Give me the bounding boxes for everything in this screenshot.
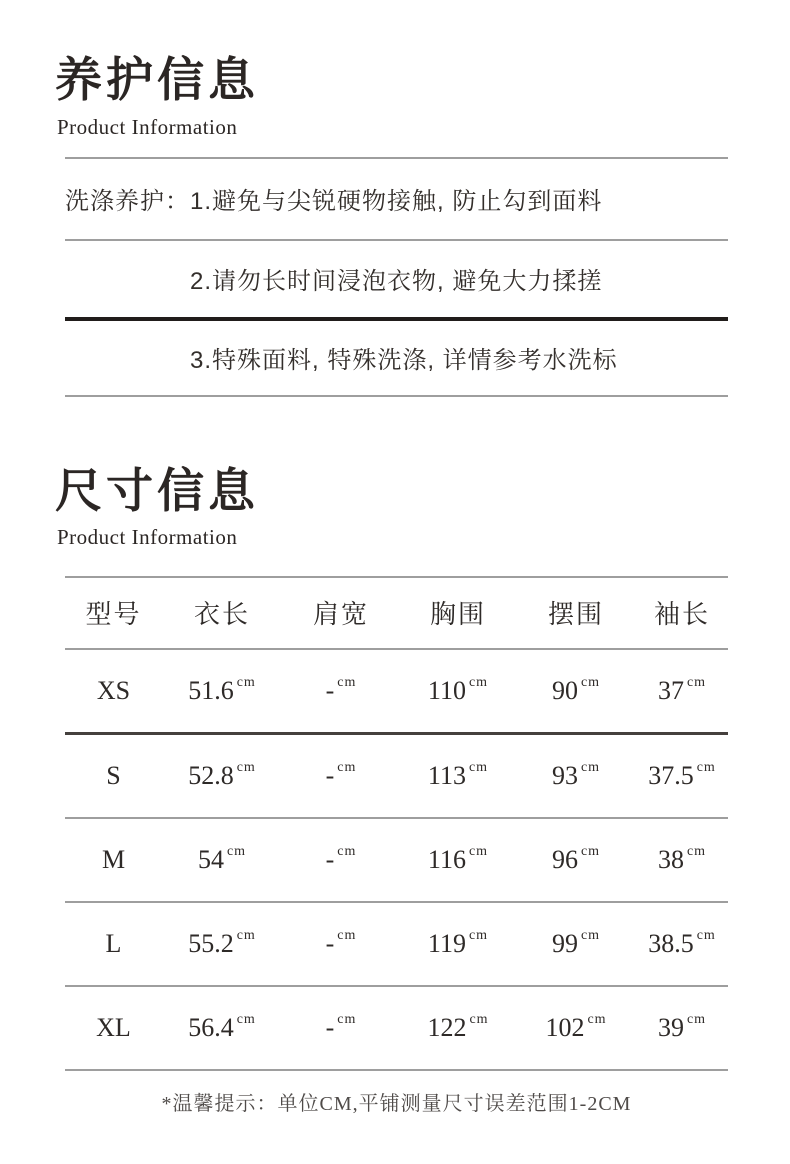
unit-label: cm xyxy=(236,759,256,775)
size-label: XS xyxy=(96,675,131,705)
care-row-2 xyxy=(65,241,728,317)
size-label: S xyxy=(106,760,121,790)
unit-label: cm xyxy=(580,843,601,859)
unit-label: cm xyxy=(469,1011,489,1027)
care-row-3 xyxy=(65,321,728,395)
size-label: XL xyxy=(96,1012,131,1042)
cell-value: - cm xyxy=(325,927,357,958)
size-row-xs xyxy=(65,650,728,732)
cell-value: 39 cm xyxy=(657,1011,707,1042)
size-label: M xyxy=(101,844,126,874)
unit-label: cm xyxy=(236,674,256,690)
cell-value: - cm xyxy=(325,843,357,874)
care-item-2: 2.请勿长时间浸泡衣物, 避免大力揉搓 xyxy=(190,268,603,296)
header-cell-sleeve: 袖长 xyxy=(653,600,710,630)
cell-value: 37.5 cm xyxy=(648,759,716,790)
size-row-m xyxy=(65,819,728,901)
cell-value: 122 cm xyxy=(427,1011,489,1042)
cell-value: 116 cm xyxy=(427,843,489,874)
unit-label: cm xyxy=(580,674,601,690)
cell-value: 38 cm xyxy=(657,843,707,874)
unit-label: cm xyxy=(468,843,489,859)
footnote-row xyxy=(65,1087,728,1116)
care-item-3: 3.特殊面料, 特殊洗涤, 详情参考水洗标 xyxy=(190,347,618,375)
cell-value: - cm xyxy=(325,674,357,705)
unit-label: cm xyxy=(696,759,716,775)
unit-label: cm xyxy=(337,1011,357,1027)
size-table-header-row xyxy=(65,578,728,648)
care-row-1 xyxy=(65,159,728,239)
size-section-subtitle: Product Information xyxy=(57,525,238,550)
size-section-title: 尺寸信息 xyxy=(55,465,259,518)
cell-value: 37 cm xyxy=(657,674,707,705)
header-cell-hem: 摆围 xyxy=(547,600,604,630)
cell-value: 55.2 cm xyxy=(188,927,256,958)
cell-value: - cm xyxy=(325,1011,357,1042)
cell-value: 110 cm xyxy=(427,674,489,705)
unit-label: cm xyxy=(580,759,601,775)
size-table xyxy=(65,576,728,1071)
cell-value: 96 cm xyxy=(551,843,601,874)
unit-label: cm xyxy=(686,1011,707,1027)
cell-value: 52.8 cm xyxy=(188,759,256,790)
measurement-footnote: *温馨提示：单位CM,平铺测量尺寸误差范围1-2CM xyxy=(161,1092,632,1115)
unit-label: cm xyxy=(337,843,357,859)
size-row-s xyxy=(65,735,728,817)
unit-label: cm xyxy=(580,927,601,943)
unit-label: cm xyxy=(337,674,357,690)
unit-label: cm xyxy=(337,927,357,943)
divider xyxy=(65,1069,728,1071)
care-item-1: 1.避免与尖锐硬物接触, 防止勾到面料 xyxy=(190,188,603,216)
cell-value: 90 cm xyxy=(551,674,601,705)
cell-value: 113 cm xyxy=(427,759,489,790)
cell-value: 38.5 cm xyxy=(648,927,716,958)
header-cell-shoulder: 肩宽 xyxy=(312,600,369,630)
care-label: 洗涤养护： xyxy=(65,188,190,216)
cell-value: 51.6 cm xyxy=(188,674,256,705)
unit-label: cm xyxy=(236,927,256,943)
unit-label: cm xyxy=(236,1011,256,1027)
unit-label: cm xyxy=(468,674,489,690)
header-cell-bust: 胸围 xyxy=(429,600,486,630)
unit-label: cm xyxy=(226,843,247,859)
cell-value: 119 cm xyxy=(427,927,489,958)
unit-label: cm xyxy=(587,1011,607,1027)
cell-value: 56.4 cm xyxy=(188,1011,256,1042)
header-cell-length: 衣长 xyxy=(193,600,250,630)
care-section-title: 养护信息 xyxy=(55,55,259,107)
unit-label: cm xyxy=(337,759,357,775)
cell-value: 93 cm xyxy=(551,759,601,790)
cell-value: 102 cm xyxy=(545,1011,607,1042)
unit-label: cm xyxy=(686,674,707,690)
unit-label: cm xyxy=(468,927,489,943)
unit-label: cm xyxy=(696,927,716,943)
cell-value: - cm xyxy=(325,759,357,790)
size-label: L xyxy=(105,928,122,958)
size-row-l xyxy=(65,903,728,985)
header-cell-model: 型号 xyxy=(85,600,142,630)
care-instructions-list xyxy=(65,157,728,397)
cell-value: 99 cm xyxy=(551,927,601,958)
unit-label: cm xyxy=(686,843,707,859)
cell-value: 54 cm xyxy=(197,843,247,874)
size-row-xl xyxy=(65,987,728,1069)
unit-label: cm xyxy=(468,759,489,775)
care-section-subtitle: Product Information xyxy=(57,114,238,139)
